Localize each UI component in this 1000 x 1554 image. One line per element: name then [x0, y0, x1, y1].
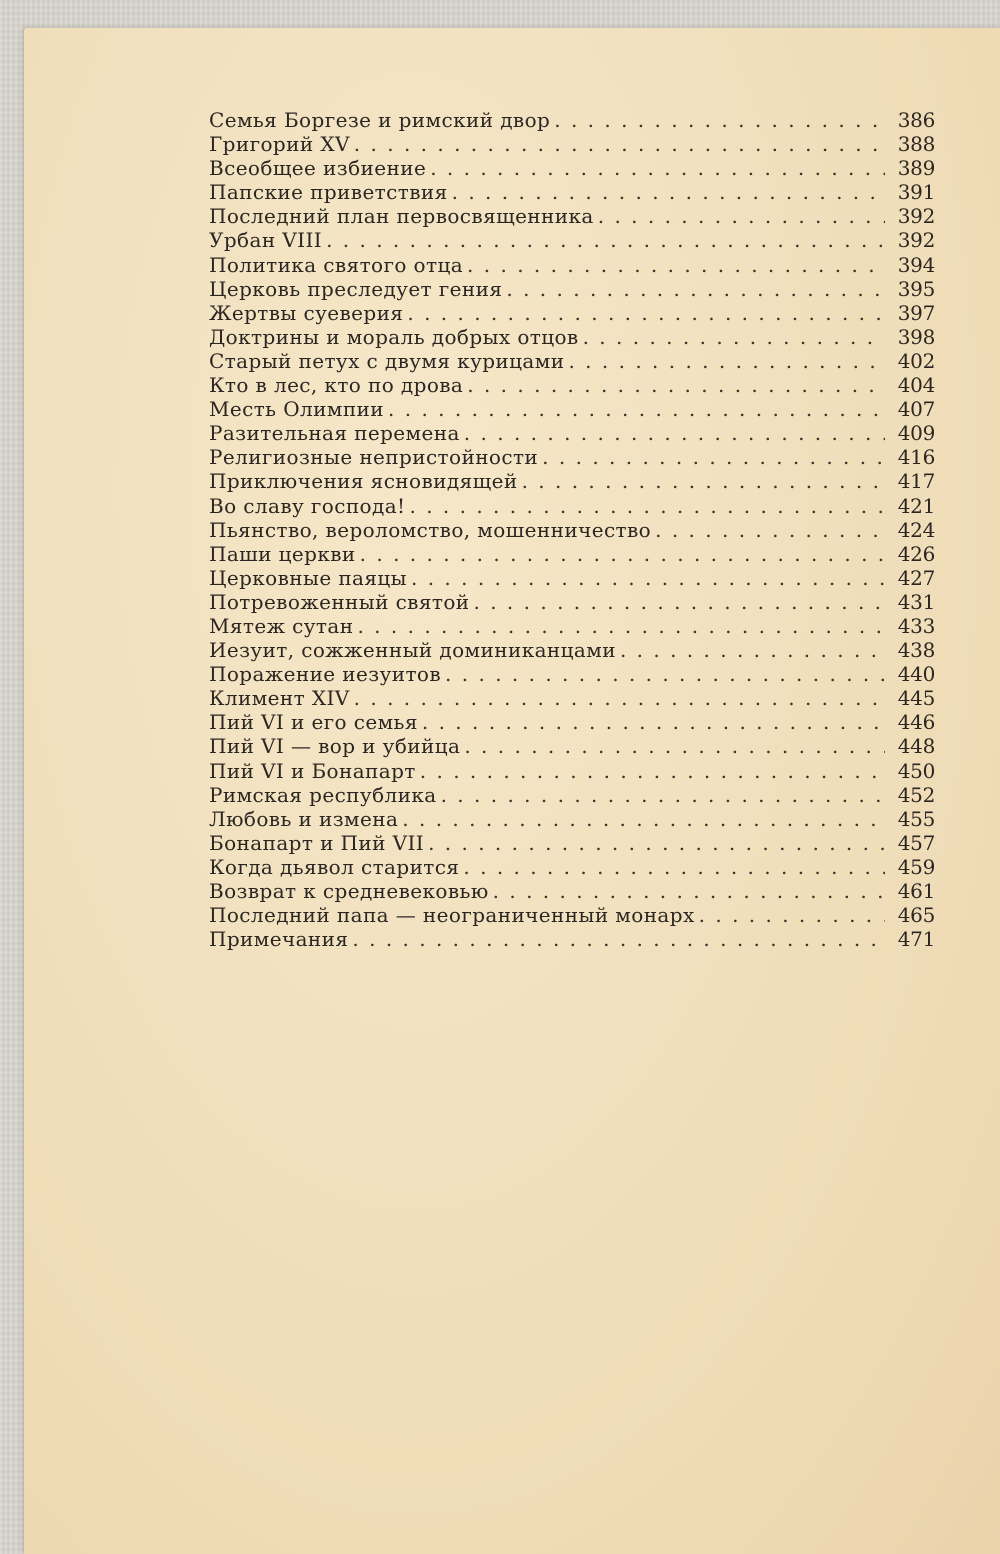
- toc-entry-title: Пий VI и Бонапарт: [209, 758, 416, 783]
- toc-entry-title: Любовь и измена: [209, 806, 399, 831]
- toc-entry: [209, 228, 935, 252]
- dot-leader: [441, 783, 885, 807]
- toc-entry-page-number: 392: [897, 204, 935, 229]
- dot-leader: [388, 397, 885, 421]
- toc-entry-title: Римская республика: [209, 782, 437, 807]
- toc-entry: [209, 807, 935, 831]
- toc-entry: [209, 518, 935, 542]
- toc-entry: [209, 132, 935, 156]
- dot-leader: [430, 156, 885, 180]
- toc-entry-title: Бонапарт и Пий VII: [209, 830, 425, 855]
- toc-entry: [209, 614, 935, 638]
- dot-leader: [522, 469, 885, 493]
- toc-entry-page-number: 452: [897, 782, 935, 807]
- toc-entry-page-number: 433: [897, 613, 935, 638]
- toc-entry-title: Когда дьявол старится: [209, 854, 460, 879]
- dot-leader: [411, 566, 885, 590]
- toc-entry-title: Пий VI и его семья: [209, 710, 418, 735]
- toc-entry: [209, 542, 935, 566]
- toc-entry: [209, 421, 935, 445]
- toc-entry-title: Урбан VIII: [209, 228, 323, 253]
- book-page: [24, 28, 1000, 1554]
- toc-entry: [209, 469, 935, 493]
- dot-leader: [357, 614, 885, 638]
- toc-entry-page-number: 407: [897, 397, 935, 422]
- dot-leader: [464, 421, 885, 445]
- dot-leader: [464, 734, 885, 758]
- dot-leader: [467, 373, 885, 397]
- toc-entry: [209, 397, 935, 421]
- toc-entry-page-number: 404: [897, 373, 935, 398]
- toc-entry: [209, 108, 935, 132]
- toc-entry: [209, 734, 935, 758]
- toc-entry-page-number: 421: [897, 493, 935, 518]
- toc-entry: [209, 879, 935, 903]
- dot-leader: [420, 759, 885, 783]
- toc-entry-page-number: 438: [897, 638, 935, 663]
- toc-entry-title: Разительная перемена: [209, 421, 460, 446]
- toc-entry-page-number: 459: [897, 854, 935, 879]
- toc-entry-page-number: 395: [897, 276, 935, 301]
- dot-leader: [542, 445, 885, 469]
- toc-entry: [209, 662, 935, 686]
- toc-entry-title: Последний папа — неограниченный монарх: [209, 903, 695, 928]
- toc-entry: [209, 710, 935, 734]
- table-of-contents: [209, 108, 935, 951]
- dot-leader: [506, 277, 885, 301]
- dot-leader: [583, 325, 885, 349]
- dot-leader: [407, 301, 885, 325]
- toc-entry: [209, 831, 935, 855]
- toc-entry: [209, 494, 935, 518]
- dot-leader: [402, 807, 885, 831]
- toc-entry-title: Кто в лес, кто по дрова: [209, 373, 464, 398]
- toc-entry-title: Всеобщее избиение: [209, 156, 427, 181]
- toc-entry-page-number: 427: [897, 565, 935, 590]
- toc-entry: [209, 180, 935, 204]
- dot-leader: [354, 686, 885, 710]
- toc-entry-title: Церковные паяцы: [209, 565, 407, 590]
- toc-entry-page-number: 416: [897, 445, 935, 470]
- toc-entry-page-number: 388: [897, 132, 935, 157]
- toc-entry: [209, 927, 935, 951]
- toc-entry-title: Поражение иезуитов: [209, 662, 442, 687]
- toc-entry-page-number: 392: [897, 228, 935, 253]
- dot-leader: [699, 903, 885, 927]
- toc-entry: [209, 759, 935, 783]
- toc-entry: [209, 253, 935, 277]
- dot-leader: [620, 638, 885, 662]
- dot-leader: [467, 253, 885, 277]
- toc-entry-title: Возврат к средневековью: [209, 879, 489, 903]
- toc-entry-title: Потревоженный святой: [209, 589, 470, 614]
- toc-entry: [209, 373, 935, 397]
- toc-entry-page-number: 455: [897, 806, 935, 831]
- toc-entry-title: Климент XIV: [209, 686, 350, 711]
- toc-entry-page-number: 424: [897, 517, 935, 542]
- dot-leader: [428, 831, 885, 855]
- dot-leader: [360, 542, 885, 566]
- toc-entry-title: Мятеж сутан: [209, 613, 354, 638]
- dot-leader: [445, 662, 885, 686]
- toc-entry: [209, 638, 935, 662]
- dot-leader: [326, 228, 885, 252]
- toc-entry-page-number: 391: [897, 180, 935, 205]
- toc-entry-title: Жертвы суеверия: [209, 300, 404, 325]
- dot-leader: [352, 927, 885, 951]
- toc-entry-page-number: 431: [897, 589, 935, 614]
- toc-entry-page-number: 461: [897, 879, 935, 903]
- dot-leader: [554, 108, 885, 132]
- dot-leader: [493, 879, 885, 903]
- dot-leader: [598, 204, 885, 228]
- toc-entry-page-number: 389: [897, 156, 935, 181]
- toc-entry-title: Пьянство, вероломство, мошенничество: [209, 517, 652, 542]
- toc-entry-page-number: 457: [897, 830, 935, 855]
- toc-entry: [209, 783, 935, 807]
- dot-leader: [463, 855, 885, 879]
- dot-leader: [655, 518, 885, 542]
- dot-leader: [422, 710, 885, 734]
- dot-leader: [354, 132, 885, 156]
- toc-entry-title: Григорий XV: [209, 132, 350, 157]
- toc-entry: [209, 277, 935, 301]
- toc-entry-title: Паши церкви: [209, 541, 356, 566]
- toc-entry: [209, 566, 935, 590]
- toc-entry-page-number: 402: [897, 348, 935, 373]
- toc-entry: [209, 349, 935, 373]
- toc-entry-title: Папские приветствия: [209, 180, 448, 205]
- toc-entry: [209, 445, 935, 469]
- toc-entry-title: Доктрины и мораль добрых отцов: [209, 324, 579, 349]
- toc-entry-page-number: 386: [897, 108, 935, 132]
- toc-entry-title: Семья Боргезе и римский двор: [209, 108, 551, 132]
- toc-entry-page-number: 417: [897, 469, 935, 494]
- toc-entry-page-number: 398: [897, 324, 935, 349]
- toc-entry-title: Церковь преследует гения: [209, 276, 503, 301]
- toc-entry-title: Примечания: [209, 927, 349, 952]
- dot-leader: [568, 349, 885, 373]
- toc-entry-title: Месть Олимпии: [209, 397, 385, 422]
- toc-entry-title: Пий VI — вор и убийца: [209, 734, 461, 759]
- toc-entry-page-number: 394: [897, 252, 935, 277]
- toc-entry: [209, 301, 935, 325]
- toc-entry-page-number: 471: [897, 927, 935, 952]
- toc-entry: [209, 590, 935, 614]
- toc-entry-title: Последний план первосвященника: [209, 204, 594, 229]
- toc-entry: [209, 156, 935, 180]
- toc-entry-page-number: 397: [897, 300, 935, 325]
- toc-entry-title: Религиозные непристойности: [209, 445, 539, 470]
- toc-entry: [209, 204, 935, 228]
- toc-entry-page-number: 446: [897, 710, 935, 735]
- toc-entry: [209, 903, 935, 927]
- toc-entry-title: Политика святого отца: [209, 252, 464, 277]
- toc-entry: [209, 686, 935, 710]
- toc-entry-page-number: 426: [897, 541, 935, 566]
- toc-entry-page-number: 440: [897, 662, 935, 687]
- toc-entry-title: Иезуит, сожженный доминиканцами: [209, 638, 616, 663]
- dot-leader: [452, 180, 885, 204]
- toc-entry-page-number: 448: [897, 734, 935, 759]
- toc-entry-title: Старый петух с двумя курицами: [209, 348, 565, 373]
- toc-entry: [209, 325, 935, 349]
- toc-entry: [209, 855, 935, 879]
- dot-leader: [409, 494, 885, 518]
- toc-entry-page-number: 450: [897, 758, 935, 783]
- dot-leader: [474, 590, 886, 614]
- toc-entry-page-number: 409: [897, 421, 935, 446]
- toc-entry-title: Во славу господа!: [209, 493, 406, 518]
- toc-entry-page-number: 465: [897, 903, 935, 928]
- toc-entry-page-number: 445: [897, 686, 935, 711]
- toc-entry-title: Приключения ясновидящей: [209, 469, 518, 494]
